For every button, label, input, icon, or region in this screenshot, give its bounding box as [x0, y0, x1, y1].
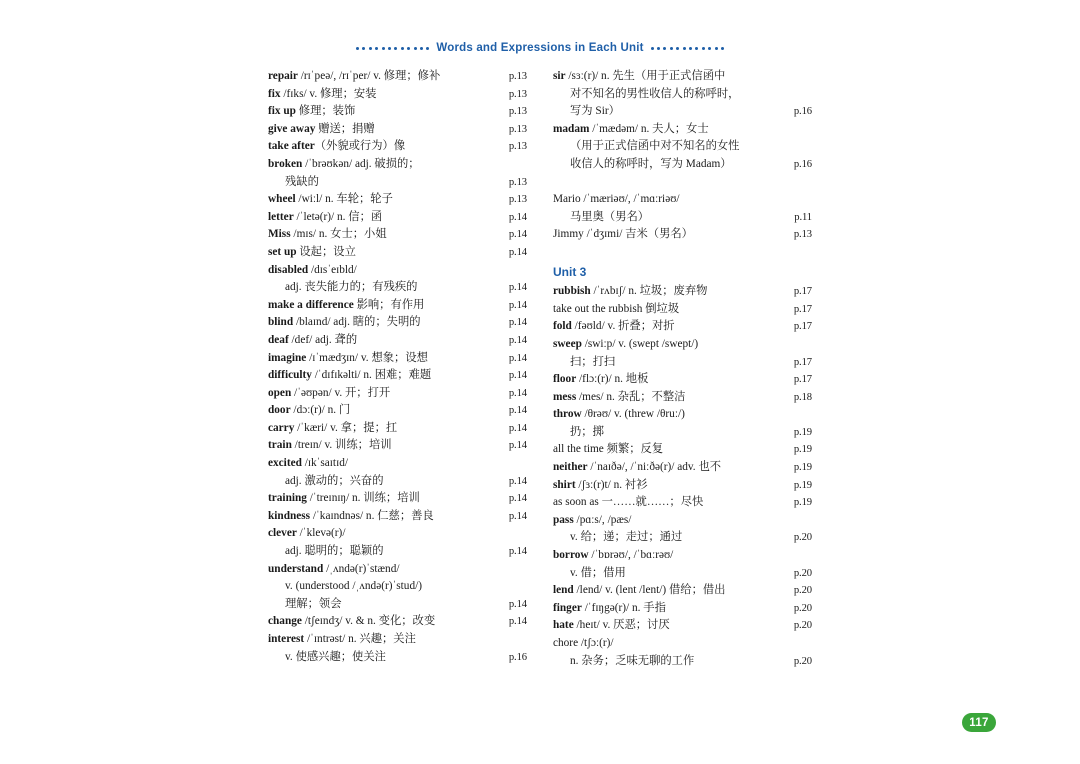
page-number-badge: 117	[962, 713, 996, 732]
glossary-entry	[553, 441, 812, 459]
glossary-entry	[553, 354, 812, 372]
header-dot	[362, 47, 365, 50]
page-title: Words and Expressions in Each Unit	[436, 42, 644, 54]
entry-page-ref: p.14	[508, 387, 527, 399]
header-dots-right	[651, 47, 724, 50]
entry-text: change /tʃeɪndʒ/ v. & n. 变化；改变	[268, 615, 436, 628]
entry-text: set up 设起；设立	[268, 245, 356, 258]
entry-page-ref: p.13	[508, 88, 527, 100]
glossary-entry	[268, 297, 527, 315]
entry-text: carry /ˈkæri/ v. 拿；提；扛	[268, 421, 398, 434]
glossary-entry	[268, 121, 527, 139]
header-dot	[356, 47, 359, 50]
glossary-entry	[553, 138, 812, 156]
entry-text: give away 赠送；捐赠	[268, 122, 375, 135]
entry-text: sir /sɜː(r)/ n. 先生（用于正式信函中	[553, 70, 726, 82]
glossary-entry	[268, 350, 527, 368]
entry-page-ref: p.20	[793, 655, 812, 667]
entry-page-ref: p.19	[793, 426, 812, 438]
entry-text: interest /ˈɪntrəst/ n. 兴趣；关注	[268, 633, 416, 645]
entry-page-ref: p.16	[793, 106, 812, 118]
glossary-entry	[268, 68, 527, 86]
left-column	[268, 68, 527, 670]
glossary-entry	[268, 191, 527, 209]
glossary-entry	[268, 226, 527, 244]
entry-page-ref: p.20	[793, 532, 812, 544]
header-dots-left	[356, 47, 429, 50]
entry-page-ref: p.13	[508, 71, 527, 82]
entry-text: deaf /def/ adj. 聋的	[268, 333, 358, 346]
glossary-entry	[553, 318, 812, 336]
entry-page-ref: p.18	[793, 391, 812, 403]
entry-page-ref: p.17	[793, 321, 812, 333]
entry-text: 扫；打扫	[570, 355, 616, 368]
entry-text: sweep /swiːp/ v. (swept /swept/)	[553, 337, 699, 350]
entry-page-ref: p.20	[793, 620, 812, 632]
entry-text: excited /ɪkˈsaɪtɪd/	[268, 457, 349, 470]
entry-text: v. 给；递；走过；通过	[570, 531, 683, 544]
entry-page-ref: p.19	[793, 462, 812, 474]
entry-page-ref: p.17	[793, 286, 812, 298]
header-dot	[388, 47, 391, 50]
glossary-entry	[268, 156, 527, 174]
glossary-entry	[553, 336, 812, 354]
entry-text: all the time 频繁；反复	[553, 443, 664, 456]
entry-text: make a difference 影响；有作用	[268, 298, 425, 311]
entry-page-ref: p.14	[508, 475, 527, 487]
glossary-entry	[553, 547, 812, 565]
entry-text: broken /ˈbrəʊkən/ adj. 破损的；	[268, 157, 420, 170]
entry-page-ref: p.14	[508, 246, 527, 258]
glossary-entry	[268, 578, 527, 596]
entry-text: shirt /ʃɜː(r)t/ n. 衬衫	[553, 478, 648, 491]
entry-text: train /treɪn/ v. 训练；培训	[268, 439, 392, 452]
entry-text: v. 借；借用	[570, 566, 626, 579]
header-dot	[663, 47, 666, 50]
header-dot	[708, 47, 711, 50]
entry-page-ref: p.16	[508, 651, 527, 663]
glossary-entry	[268, 138, 527, 156]
entry-text: 马里奥（男名）	[570, 210, 650, 223]
entry-text: adj. 激动的；兴奋的	[285, 474, 384, 487]
glossary-entry	[553, 301, 812, 319]
glossary-entry	[553, 582, 812, 600]
glossary-entry	[553, 600, 812, 618]
glossary-entry	[553, 226, 812, 244]
entry-page-ref: p.20	[793, 585, 812, 597]
glossary-entry	[268, 385, 527, 403]
glossary-entry	[268, 244, 527, 262]
header-dot	[407, 47, 410, 50]
header-dot	[394, 47, 397, 50]
entry-page-ref: p.14	[508, 317, 527, 329]
header-dot	[382, 47, 385, 50]
entry-page-ref: p.14	[508, 334, 527, 346]
entry-text: throw /θrəʊ/ v. (threw /θruː/)	[553, 408, 685, 421]
entry-text: pass /pɑːs/, /pæs/	[553, 513, 632, 526]
glossary-entry	[553, 389, 812, 407]
header-dot	[401, 47, 404, 50]
entry-text: neither /ˈnaɪðə/, /ˈniːðə(r)/ adv. 也不	[553, 461, 722, 474]
entry-text: imagine /ɪˈmædʒɪn/ v. 想象；设想	[268, 351, 428, 364]
entry-spacer	[553, 174, 812, 192]
entry-text: lend /lend/ v. (lent /lent/) 借给；借出	[553, 584, 726, 597]
header-dot	[702, 47, 705, 50]
entry-page-ref: p.14	[508, 370, 527, 382]
entry-text: adj. 丧失能力的；有残疾的	[285, 281, 418, 294]
entry-text: 收信人的称呼时，写为 Madam）	[570, 157, 732, 170]
header-dot	[670, 47, 673, 50]
glossary-entry	[553, 86, 812, 104]
entry-text: understand /ˌʌndə(r)ˈstænd/	[268, 562, 400, 575]
entry-text: kindness /ˈkaɪndnəs/ n. 仁慈；善良	[268, 509, 434, 522]
entry-text: as soon as 一……就……；尽快	[553, 496, 704, 509]
entry-text: disabled /dɪsˈeɪbld/	[268, 263, 357, 276]
glossary-entry	[268, 508, 527, 526]
header-dot	[715, 47, 718, 50]
entry-text: door /dɔː(r)/ n. 门	[268, 404, 351, 417]
entry-text: repair /rɪˈpeə/, /rɪˈper/ v. 修理；修补	[268, 70, 441, 82]
entry-text: Mario /ˈmæriəʊ/, /ˈmɑːriəʊ/	[553, 193, 680, 206]
glossary-entry	[268, 86, 527, 104]
glossary-entry	[268, 174, 527, 192]
entry-page-ref: p.17	[793, 374, 812, 386]
entry-page-ref: p.17	[793, 356, 812, 368]
glossary-entry	[553, 653, 812, 671]
entry-text: 理解；领会	[285, 597, 342, 610]
word-list-columns	[268, 68, 812, 670]
entry-page-ref: p.14	[508, 510, 527, 522]
glossary-entry	[268, 332, 527, 350]
entry-page-ref: p.14	[508, 405, 527, 417]
glossary-entry	[268, 525, 527, 543]
glossary-entry	[268, 103, 527, 121]
entry-page-ref: p.13	[508, 176, 527, 188]
glossary-entry	[553, 191, 812, 209]
entry-text: v. (understood /ˌʌndə(r)ˈstud/)	[285, 580, 422, 593]
entry-text: adj. 聪明的；聪颖的	[285, 545, 384, 558]
entry-text: training /ˈtreɪnɪŋ/ n. 训练；培训	[268, 492, 420, 505]
entry-text: v. 使感兴趣；使关注	[285, 650, 386, 663]
glossary-entry	[553, 635, 812, 653]
header-dot	[657, 47, 660, 50]
glossary-entry	[553, 121, 812, 139]
glossary-entry	[268, 473, 527, 491]
page-content	[268, 38, 812, 728]
entry-spacer	[553, 244, 812, 262]
glossary-entry	[268, 649, 527, 667]
glossary-entry	[268, 490, 527, 508]
entry-text: take out the rubbish 倒垃圾	[553, 302, 680, 315]
entry-page-ref: p.14	[508, 352, 527, 364]
glossary-entry	[268, 631, 527, 649]
header-dot	[651, 47, 654, 50]
entry-text: rubbish /ˈrʌbɪʃ/ n. 垃圾；废弃物	[553, 285, 708, 298]
glossary-entry	[553, 424, 812, 442]
glossary-entry	[268, 367, 527, 385]
entry-page-ref: p.14	[508, 493, 527, 505]
entry-page-ref: p.13	[508, 123, 527, 135]
entry-page-ref: p.19	[793, 479, 812, 491]
entry-text: borrow /ˈbɒrəʊ/, /ˈbɑːrəʊ/	[553, 549, 674, 562]
unit-heading: Unit 3	[553, 264, 587, 279]
entry-text: fold /fəʊld/ v. 折叠；对折	[553, 320, 675, 333]
glossary-entry	[268, 279, 527, 297]
entry-page-ref: p.14	[508, 440, 527, 452]
entry-page-ref: p.14	[508, 422, 527, 434]
entry-page-ref: p.14	[508, 299, 527, 311]
header-dot	[695, 47, 698, 50]
entry-text: wheel /wiːl/ n. 车轮；轮子	[268, 193, 393, 206]
glossary-entry	[268, 613, 527, 631]
entry-text: fix up 修理；装饰	[268, 105, 356, 118]
glossary-entry	[553, 68, 812, 86]
entry-text: mess /mes/ n. 杂乱；不整洁	[553, 390, 686, 403]
glossary-entry	[268, 262, 527, 280]
page-header	[268, 38, 812, 58]
entry-page-ref: p.14	[508, 211, 527, 223]
entry-text: madam /ˈmædəm/ n. 夫人；女士	[553, 122, 709, 135]
entry-text: hate /heɪt/ v. 厌恶；讨厌	[553, 619, 670, 632]
glossary-entry	[553, 103, 812, 121]
entry-page-ref: p.14	[508, 546, 527, 558]
glossary-entry	[268, 455, 527, 473]
entry-text: floor /flɔː(r)/ n. 地板	[553, 373, 649, 386]
entry-page-ref: p.20	[793, 567, 812, 579]
entry-page-ref: p.16	[793, 158, 812, 170]
entry-text: 写为 Sir）	[570, 105, 620, 118]
entry-text: finger /ˈfɪŋgə(r)/ n. 手指	[553, 601, 666, 614]
header-dot	[375, 47, 378, 50]
header-dot	[721, 47, 724, 50]
entry-text: fix /fɪks/ v. 修理；安装	[268, 87, 377, 100]
entry-page-ref: p.14	[508, 282, 527, 294]
glossary-entry	[553, 529, 812, 547]
entry-page-ref: p.17	[793, 303, 812, 315]
entry-text: blind /blaɪnd/ adj. 瞎的；失明的	[268, 316, 421, 329]
glossary-entry	[268, 402, 527, 420]
glossary-entry	[553, 512, 812, 530]
entry-page-ref: p.14	[508, 616, 527, 628]
entry-page-ref: p.19	[793, 497, 812, 509]
entry-text: take after（外貌或行为）像	[268, 140, 406, 153]
entry-page-ref: p.14	[508, 598, 527, 610]
glossary-entry	[553, 283, 812, 301]
entry-text: chore /tʃɔː(r)/	[553, 637, 614, 649]
header-dot	[689, 47, 692, 50]
entry-text: 对不知名的男性收信人的称呼时，	[570, 87, 740, 100]
entry-page-ref: p.11	[794, 211, 812, 223]
entry-text: difficulty /ˈdɪfɪkəlti/ n. 困难；难题	[268, 369, 432, 382]
entry-text: Jimmy /ˈdʒɪmi/ 吉米（男名）	[553, 228, 693, 241]
entry-page-ref: p.13	[793, 229, 812, 241]
entry-text: letter /ˈletə(r)/ n. 信；函	[268, 210, 383, 223]
entry-page-ref: p.13	[508, 194, 527, 206]
glossary-entry	[553, 494, 812, 512]
entry-page-ref: p.20	[793, 602, 812, 614]
entry-text: open /ˈəʊpən/ v. 开；打开	[268, 386, 391, 399]
header-dot	[369, 47, 372, 50]
glossary-entry	[553, 617, 812, 635]
glossary-entry	[553, 477, 812, 495]
header-dot	[676, 47, 679, 50]
entry-page-ref: p.19	[793, 444, 812, 456]
glossary-entry	[268, 209, 527, 227]
entry-text: Miss /mɪs/ n. 女士；小姐	[268, 228, 387, 241]
entry-text: n. 杂务；乏味无聊的工作	[570, 654, 695, 667]
glossary-entry	[553, 156, 812, 174]
header-dot	[683, 47, 686, 50]
glossary-entry	[553, 459, 812, 477]
glossary-entry	[553, 209, 812, 227]
entry-page-ref: p.14	[508, 229, 527, 241]
glossary-entry	[553, 565, 812, 583]
glossary-entry	[553, 371, 812, 389]
glossary-entry	[268, 437, 527, 455]
right-column	[553, 68, 812, 670]
header-dot	[426, 47, 429, 50]
glossary-entry	[268, 561, 527, 579]
glossary-entry	[553, 406, 812, 424]
header-dot	[420, 47, 423, 50]
entry-text: clever /ˈklevə(r)/	[268, 527, 346, 540]
entry-text: 扔；掷	[570, 425, 604, 438]
glossary-entry	[268, 596, 527, 614]
glossary-entry	[268, 314, 527, 332]
glossary-entry	[268, 420, 527, 438]
header-dot	[414, 47, 417, 50]
entry-page-ref: p.13	[508, 106, 527, 118]
entry-text: （用于正式信函中对不知名的女性	[570, 140, 740, 153]
entry-page-ref: p.13	[508, 141, 527, 153]
glossary-entry	[268, 543, 527, 561]
entry-text: 残缺的	[285, 175, 319, 188]
